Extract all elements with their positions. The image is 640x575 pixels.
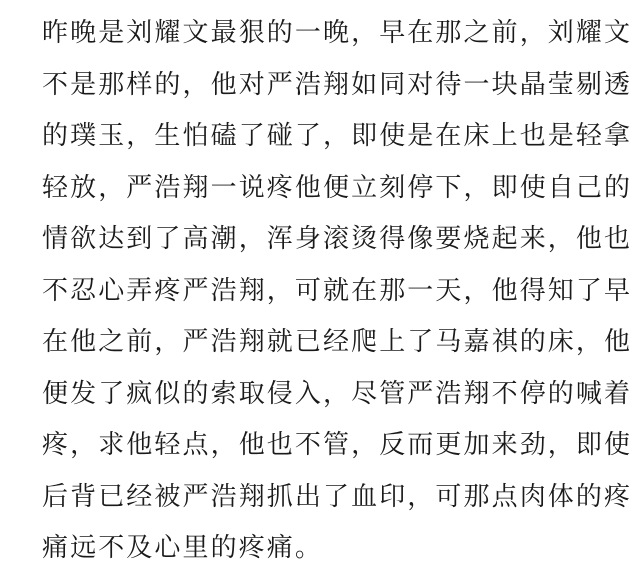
text-line-3: 的璞玉，生怕磕了碰了，即使是在床上也是轻拿 xyxy=(42,121,633,151)
text-line-1: 昨晚是刘耀文最狠的一晚，早在那之前，刘耀文 xyxy=(42,18,633,48)
text-line-2: 不是那样的，他对严浩翔如同对待一块晶莹剔透 xyxy=(42,69,633,100)
text-line-9: 疼，求他轻点，他也不管，反而更加来劲，即使 xyxy=(42,430,633,460)
text-line-7: 在他之前，严浩翔就已经爬上了马嘉祺的床，他 xyxy=(42,327,633,357)
text-line-4: 轻放，严浩翔一说疼他便立刻停下，即使自己的 xyxy=(42,172,633,203)
text-line-5: 情欲达到了高潮，浑身滚烫得像要烧起来，他也 xyxy=(42,224,633,254)
text-line-8: 便发了疯似的索取侵入，尽管严浩翔不停的喊着 xyxy=(42,378,633,409)
text-line-6: 不忍心弄疼严浩翔，可就在那一天，他得知了早 xyxy=(42,275,633,306)
text-line-11: 痛远不及心里的疼痛。 xyxy=(42,533,324,563)
handwritten-text-block xyxy=(42,8,633,575)
text-line-10: 后背已经被严浩翔抓出了血印，可那点肉体的疼 xyxy=(42,481,633,512)
